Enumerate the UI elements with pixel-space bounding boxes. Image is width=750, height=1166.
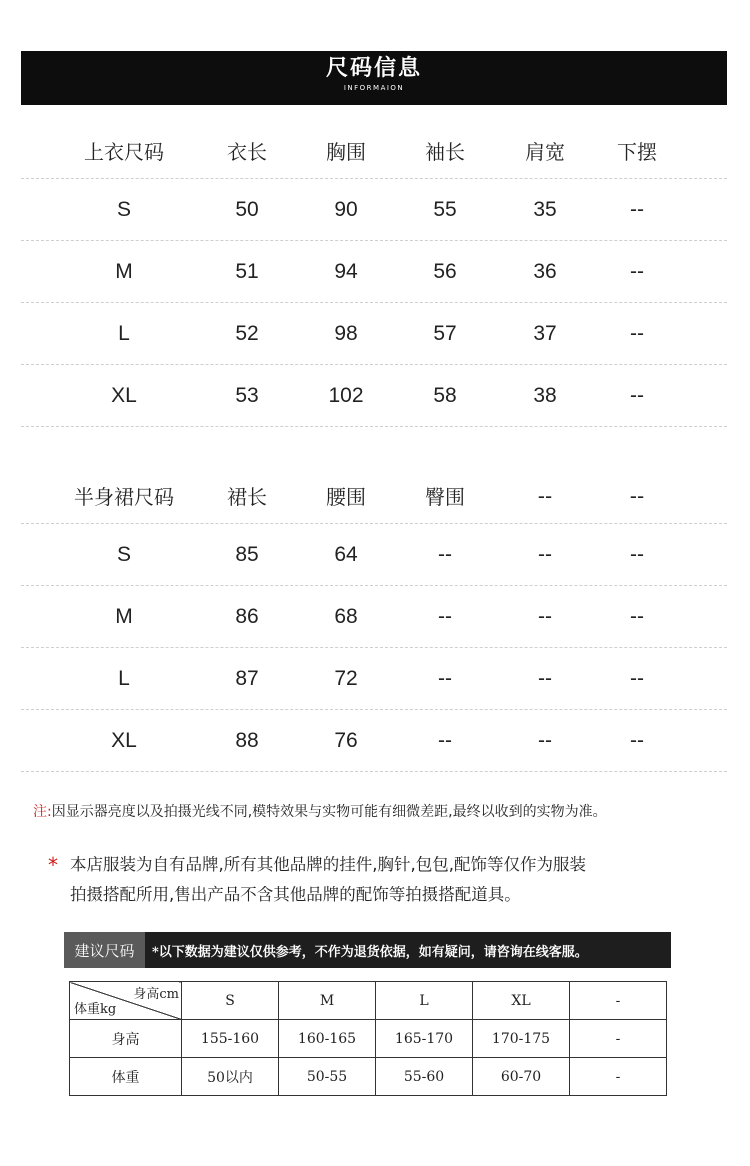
table-cell: -- — [630, 542, 644, 566]
weight-kg-label: 体重kg — [74, 1002, 117, 1017]
table-row — [21, 365, 727, 427]
brand-note-line-2: 拍摄搭配所用,售出产品不含其他品牌的配饰等拍摄搭配道具。 — [70, 885, 521, 904]
table-cell: 56 — [433, 259, 457, 283]
table-row — [21, 241, 727, 303]
table-cell: 53 — [235, 383, 259, 407]
table-cell: 94 — [334, 259, 358, 283]
skirt-size-table — [21, 468, 727, 772]
table-cell: 35 — [533, 197, 557, 221]
table-cell: 57 — [433, 321, 457, 345]
brand-note — [48, 850, 728, 910]
diagonal-header-cell — [70, 982, 182, 1020]
table-cell: -- — [438, 666, 452, 690]
size-label-cell: M — [115, 259, 133, 283]
size-header-s: S — [182, 982, 279, 1020]
height-value: 170-175 — [473, 1020, 570, 1058]
table-cell: 98 — [334, 321, 358, 345]
header-cell: 肩宽 — [525, 140, 565, 164]
table-cell: 55 — [433, 197, 457, 221]
height-value: 155-160 — [182, 1020, 279, 1058]
size-label-cell: L — [118, 321, 130, 345]
header-cell: -- — [629, 483, 645, 508]
row-label-height: 身高 — [70, 1020, 182, 1058]
table-row — [21, 303, 727, 365]
table-header-row — [21, 468, 727, 524]
display-note — [33, 801, 607, 821]
table-row — [21, 586, 727, 648]
header-cell: 上衣尺码 — [84, 140, 164, 164]
table-cell: 72 — [334, 666, 358, 690]
note-label: 注: — [33, 804, 52, 820]
table-cell: -- — [538, 666, 552, 690]
height-value: - — [570, 1020, 667, 1058]
table-cell: 37 — [533, 321, 557, 345]
header-cell: 臀围 — [425, 485, 465, 509]
table-cell: 52 — [235, 321, 259, 345]
size-info-banner — [21, 51, 727, 105]
recommend-desc: *以下数据为建议仅供参考，不作为退货依据，如有疑问，请咨询在线客服。 — [152, 944, 588, 960]
recommend-label: 建议尺码 — [64, 932, 145, 968]
size-header-xl: XL — [473, 982, 570, 1020]
table-cell: 58 — [433, 383, 457, 407]
table-row — [21, 179, 727, 241]
weight-value: 55-60 — [376, 1058, 473, 1096]
table-cell: -- — [438, 542, 452, 566]
table-row — [21, 524, 727, 586]
size-label-cell: XL — [111, 383, 137, 407]
header-cell: -- — [537, 483, 553, 508]
table-cell: 90 — [334, 197, 358, 221]
header-cell: 裙长 — [227, 485, 267, 509]
size-header-l: L — [376, 982, 473, 1020]
table-cell: -- — [630, 604, 644, 628]
table-cell: -- — [630, 259, 644, 283]
table-cell: -- — [438, 604, 452, 628]
table-cell: 68 — [334, 604, 358, 628]
size-header-m: M — [279, 982, 376, 1020]
size-label-cell: XL — [111, 728, 137, 752]
table-cell: 86 — [235, 604, 259, 628]
header-cell: 胸围 — [326, 140, 366, 164]
asterisk-icon: * — [48, 853, 58, 877]
header-cell: 袖长 — [425, 140, 465, 164]
height-value: 160-165 — [279, 1020, 376, 1058]
size-label-cell: S — [116, 197, 131, 221]
table-cell: 64 — [334, 542, 358, 566]
table-cell: 88 — [235, 728, 259, 752]
header-cell: 半身裙尺码 — [74, 485, 174, 509]
header-cell: 腰围 — [326, 485, 366, 509]
weight-value: 50以内 — [182, 1058, 279, 1096]
table-cell: 76 — [334, 728, 358, 752]
table-row — [21, 710, 727, 772]
row-label-weight: 体重 — [70, 1058, 182, 1096]
header-cell: 衣长 — [227, 140, 267, 164]
top-size-table — [21, 123, 727, 427]
banner-subtitle: INFORMAION — [343, 84, 405, 92]
table-cell: 38 — [533, 383, 557, 407]
table-cell: -- — [630, 728, 644, 752]
table-cell: -- — [630, 383, 644, 407]
recommend-header — [64, 932, 671, 968]
table-cell: -- — [630, 666, 644, 690]
banner-title: 尺码信息 — [325, 56, 422, 81]
size-header-extra: - — [570, 982, 667, 1020]
height-cm-label: 身高cm — [133, 987, 179, 1002]
table-cell: 85 — [235, 542, 259, 566]
table-cell: 51 — [235, 259, 259, 283]
note-text: 因显示器亮度以及拍摄光线不同,模特效果与实物可能有细微差距,最终以收到的实物为准。 — [51, 804, 607, 820]
table-cell: -- — [538, 728, 552, 752]
table-header-row — [21, 123, 727, 179]
table-row — [21, 648, 727, 710]
table-cell: -- — [538, 604, 552, 628]
height-value: 165-170 — [376, 1020, 473, 1058]
size-label-cell: L — [118, 666, 130, 690]
weight-value: 60-70 — [473, 1058, 570, 1096]
table-cell: -- — [538, 542, 552, 566]
table-cell: -- — [438, 728, 452, 752]
table-cell: 102 — [328, 383, 364, 407]
table-cell: -- — [630, 197, 644, 221]
recommend-table — [69, 981, 667, 1096]
size-label-cell: M — [115, 604, 133, 628]
table-cell: 36 — [533, 259, 557, 283]
size-label-cell: S — [116, 542, 131, 566]
table-cell: -- — [630, 321, 644, 345]
table-cell: 87 — [235, 666, 259, 690]
table-cell: 50 — [235, 197, 259, 221]
header-cell: 下摆 — [617, 140, 657, 164]
weight-value: 50-55 — [279, 1058, 376, 1096]
weight-value: - — [570, 1058, 667, 1096]
brand-note-line-1: 本店服装为自有品牌,所有其他品牌的挂件,胸针,包包,配饰等仅作为服装 — [70, 855, 586, 874]
